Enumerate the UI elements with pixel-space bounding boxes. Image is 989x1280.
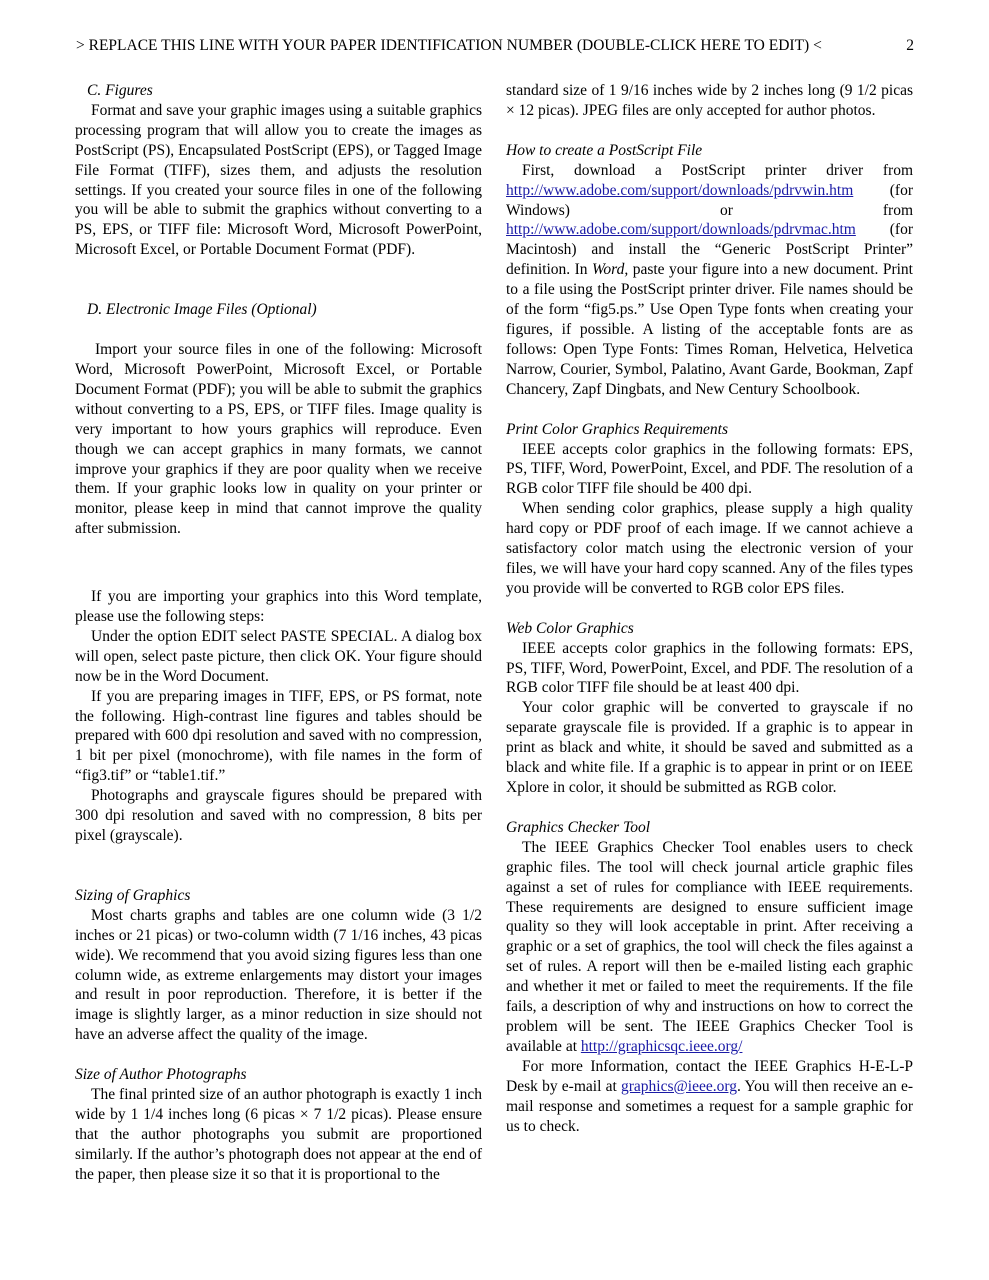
paragraph: Most charts graphs and tables are one column wide (3 1/2 inches or 21 picas) or two-column width (7 1/16 inches, 43 picas wide). We recommend that you avoid sizing figures less than one column wide, as extreme enlargements may distort your images and result in poor reproduction. Therefore, it is better if the image is slightly larger, as a minor reduction in size should not have an adverse affect the quality of the image. — [75, 906, 482, 1044]
subsection-heading-web-color: Web Color Graphics — [506, 619, 634, 637]
paper-id-placeholder[interactable]: > REPLACE THIS LINE WITH YOUR PAPER IDENTIFICATION NUMBER (DOUBLE-CLICK HERE TO EDIT) < — [76, 37, 822, 54]
paragraph: standard size of 1 9/16 inches wide by 2 inches long (9 1/2 picas × 12 picas). JPEG files are only accepted for author photos. — [506, 82, 913, 119]
paragraph: When sending color graphics, please supply a high quality hard copy or PDF proof of each image. If we cannot achieve a satisfactory color match using the electronic version of your files, we will have your hard copy scanned. Any of the files types you provide will be converted to RGB color EPS files. — [506, 500, 913, 597]
paragraph: Photographs and grayscale figures should be prepared with 300 dpi resolution and saved with no compression, 8 bits per pixel (grayscale). — [75, 787, 482, 844]
section-heading-figures: C. Figures — [87, 82, 153, 99]
paragraph: First, download a PostScript printer driver from http://www.adobe.com/support/downloads/pdrvwin.htm (for Windows) or from http://www.adobe.com/support/downloads/pdrvmac.htm (for Macintosh) and install the “Generic PostScript Printer” definition. In Word, paste your figure into a new document. Print to a file using the PostScript printer driver. File names should be of the form “fig5.ps.” Use Open Type fonts when creating your figures, if possible. A listing of the acceptable fonts are as follows: Open Type Fonts: Times Roman, Helvetica, Helvetica Narrow, Courier, Symbol, Palatino, Avant Garde, Bookman, Zapf Chancery, Zapf Dingbats, and New Century Schoolbook. — [506, 161, 913, 398]
paragraph: If you are preparing images in TIFF, EPS, or PS format, note the following. High-contrast line figures and tables should be prepared with 600 dpi resolution and saved with no compression, 1 bit per pixel (monochrome), with file names in the form of “fig3.tif” or “table1.tif.” — [75, 687, 482, 785]
section-heading-electronic-image-files: D. Electronic Image Files (Optional) — [87, 301, 317, 319]
link-graphics-checker[interactable]: http://graphicsqc.ieee.org/ — [580, 1037, 743, 1055]
link-adobe-mac-driver[interactable]: http://www.adobe.com/support/downloads/pdrvmac.htm — [506, 221, 856, 239]
subsection-heading-print-color: Print Color Graphics Requirements — [506, 420, 729, 438]
paragraph: The IEEE Graphics Checker Tool enables users to check graphic files. The tool will check journal article graphic files against a set of rules for compliance with IEEE requirements. These requirements are designed to ensure sufficient image quality so they will look acceptable in print. After receiving a graphic or a set of graphics, the tool will check the files against a set of rules. A report will then be e-mailed listing each graphic and whether it met or failed to meet the requirements. If the file fails, a description of why and instructions on how to correct the problem will be sent. The IEEE Graphics Checker Tool is available at http://graphicsqc.ieee.org/ — [506, 838, 913, 1055]
paragraph: Your color graphic will be converted to grayscale if no separate grayscale file is provided. If a graphic is to appear in print as black and white, it should be saved and submitted as a black and white file. If a graphic is to appear in print or on IEEE Xplore in color, it should be submitted as RGB color. — [506, 699, 913, 796]
paragraph: IEEE accepts color graphics in the following formats: EPS, PS, TIFF, Word, PowerPoint, Excel, and PDF. The resolution of a RGB color TIFF file should be at least 400 dpi. — [506, 639, 913, 697]
paragraph: The final printed size of an author photograph is exactly 1 inch wide by 1 1/4 inches long (6 picas × 7 1/2 picas). Please ensure that the author photographs you submit are proportioned similarly. If the author’s photograph does not appear at the end of the paper, then please size it so that it is proportional to the — [75, 1086, 482, 1183]
page-number: 2 — [906, 37, 914, 54]
paragraph: Format and save your graphic images using a suitable graphics processing program that will allow you to create the images as PostScript (PS), Encapsulated PostScript (EPS), or Tagged Image File Format (TIFF), sizes them, and adjusts the resolution settings. If you created your source files in one of the following you will be able to submit the graphics without converting to a PS, EPS, or TIFF file: Microsoft Word, Microsoft PowerPoint, Microsoft Excel, or Portable Document Format (PDF). — [75, 101, 482, 259]
left-column — [75, 81, 482, 1185]
page-header — [76, 36, 914, 56]
paragraph: For more Information, contact the IEEE Graphics H-E-L-P Desk by e-mail at graphics@ieee.org. You will then receive an e-mail response and sometimes a request for a sample graphic for us to check. — [506, 1057, 913, 1135]
paragraph: If you are importing your graphics into this Word template, please use the following steps: — [75, 588, 482, 626]
subsection-heading-sizing: Sizing of Graphics — [75, 886, 191, 904]
link-adobe-windows-driver[interactable]: http://www.adobe.com/support/downloads/pdrvwin.htm — [506, 181, 854, 199]
paragraph: Import your source files in one of the following: Microsoft Word, Microsoft PowerPoint, Microsoft Excel, or Portable Document Format (PDF); you will be able to submit the graphics without converting to a PS, EPS, or TIFF files. Image quality is very important to how yours graphics will reproduce. Even though we can accept graphics in many formats, we cannot improve your graphics if they are poor quality when we receive them. If your graphic looks low in quality on your printer or monitor, please keep in mind that cannot improve the quality after submission. — [75, 341, 482, 538]
subsection-heading-postscript: How to create a PostScript File — [506, 141, 703, 159]
paragraph: Under the option EDIT select PASTE SPECIAL. A dialog box will open, select paste picture, then click OK. Your figure should now be in the Word Document. — [75, 627, 482, 685]
subsection-heading-graphics-checker: Graphics Checker Tool — [506, 818, 651, 836]
link-graphics-email[interactable]: graphics@ieee.org — [621, 1077, 738, 1095]
paragraph: IEEE accepts color graphics in the following formats: EPS, PS, TIFF, Word, PowerPoint, Excel, and PDF. The resolution of a RGB color TIFF file should be 400 dpi. — [506, 440, 913, 498]
right-column — [506, 81, 913, 1136]
subsection-heading-author-photographs: Size of Author Photographs — [75, 1066, 247, 1084]
